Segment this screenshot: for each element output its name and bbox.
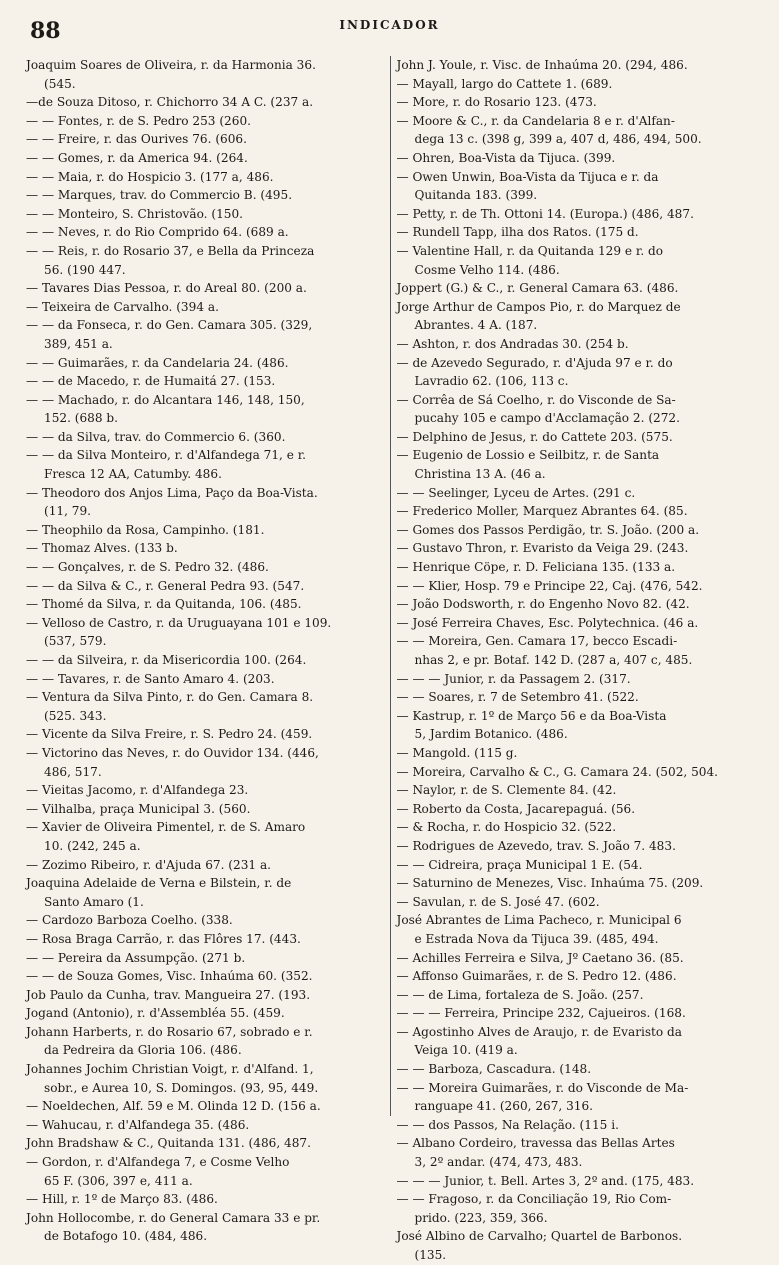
entry-line: 10. (242, 245 a. <box>44 838 141 853</box>
directory-entry <box>397 298 755 335</box>
entry-line: — Gordon, r. d'Alfandega 7, e Cosme Velho <box>26 1155 290 1170</box>
directory-entry <box>397 502 755 521</box>
directory-entry <box>397 949 755 968</box>
entry-line: — — Fontes, r. de S. Pedro 253 (260. <box>26 113 251 128</box>
directory-entry <box>397 1004 755 1023</box>
entry-line: — Owen Unwin, Boa-Vista da Tijuca e r. da <box>396 169 659 184</box>
entry-line: — — da Silveira, r. da Misericordia 100. (264. <box>26 653 307 667</box>
entry-line: (545. <box>44 76 76 91</box>
entry-line: — Delphino de Jesus, r. do Cattete 203. (575. <box>396 429 673 444</box>
entry-line: — de Azevedo Segurado, r. d'Ajuda 97 e r. do <box>396 355 673 370</box>
entry-line: — — Soares, r. 7 de Setembro 41. (522. <box>396 690 639 705</box>
directory-entry <box>397 391 755 428</box>
entry-line: — — Fragoso, r. da Conciliação 19, Rio Com- <box>396 1192 672 1207</box>
entry-line: Abrantes. 4 A. (187. <box>414 318 538 333</box>
entry-line: nhas 2, e pr. Botaf. 142 D. (287 a, 407 c, 485. <box>414 653 693 667</box>
entry-line: — João Dodsworth, r. do Engenho Novo 82. (42. <box>396 597 690 612</box>
entry-line: — — Monteiro, S. Christovão. (150. <box>26 206 243 221</box>
directory-entry <box>397 632 755 669</box>
entry-line: — Teixeira de Carvalho. (394 a. <box>26 299 219 314</box>
directory-entry <box>397 744 755 763</box>
entry-line: (525. 343. <box>44 708 107 723</box>
entry-line: Jorge Arthur de Campos Pio, r. do Marquez de <box>396 299 681 314</box>
entry-line: — Ventura da Silva Pinto, r. do Gen. Camara 8. <box>26 690 314 705</box>
entry-line: — — Reis, r. do Rosario 37, e Bella da Princeza <box>26 243 315 258</box>
entry-line: — — da Silva & C., r. General Pedra 93. (547. <box>26 578 305 593</box>
directory-entry <box>26 1134 384 1153</box>
entry-line: (135. <box>414 1248 447 1262</box>
directory-entry <box>397 837 755 856</box>
entry-line: José Albino de Carvalho; Quartel de Barbonos. <box>396 1229 683 1244</box>
directory-entry <box>397 707 755 744</box>
entry-line: — Saturnino de Menezes, Visc. Inhaúma 75. (209. <box>396 876 704 891</box>
entry-line: — Achilles Ferreira e Silva, Jº Caetano 36. (85. <box>396 950 684 965</box>
directory-entry <box>26 186 384 205</box>
page-header <box>22 18 757 48</box>
entry-line: — — dos Passos, Na Relação. (115 i. <box>396 1117 619 1132</box>
entry-line: — — da Silva Monteiro, r. d'Alfandega 71, e r. <box>26 448 307 463</box>
directory-entry <box>26 446 384 483</box>
directory-entry <box>397 911 755 948</box>
directory-entry <box>26 1153 384 1190</box>
entry-line: — — Cidreira, praça Municipal 1 E. (54. <box>396 857 643 872</box>
directory-entry <box>397 893 755 912</box>
entry-line: ranguape 41. (260, 267, 316. <box>414 1099 594 1114</box>
entry-line: (537, 579. <box>44 634 107 649</box>
directory-entry <box>26 986 384 1005</box>
entry-line: Cosme Velho 114. (486. <box>414 262 560 277</box>
entry-line: — Theodoro dos Anjos Lima, Paço da Boa-Vista. <box>26 485 318 500</box>
entry-line: — Noeldechen, Alf. 59 e M. Olinda 12 D. (156 a. <box>26 1099 321 1114</box>
entry-line: dega 13 c. (398 g, 399 a, 407 d, 486, 494, 500. <box>414 132 702 147</box>
entry-line: — — da Silva, trav. do Commercio 6. (360. <box>26 429 286 444</box>
entry-line: — Roberto da Costa, Jacarepaguá. (56. <box>396 801 636 816</box>
entry-line: — — Barboza, Cascadura. (148. <box>396 1062 592 1077</box>
entry-line: — — — Junior, r. da Passagem 2. (317. <box>396 671 631 686</box>
entry-line: John Bradshaw & C., Quitanda 131. (486, 487. <box>26 1136 311 1151</box>
entry-line: (11, 79. <box>44 504 92 519</box>
directory-entry <box>397 614 755 633</box>
entry-line: — Savulan, r. de S. José 47. (602. <box>396 894 600 909</box>
entry-line: Lavradio 62. (106, 113 c. <box>414 374 569 389</box>
directory-entry <box>26 168 384 187</box>
entry-line: —de Souza Ditoso, r. Chichorro 34 A C. (237 a. <box>26 95 314 110</box>
entry-line: Joaquim Soares de Oliveira, r. da Harmonia 36. <box>26 58 316 72</box>
directory-entry <box>397 1023 755 1060</box>
entry-line: de Botafogo 10. (484, 486. <box>44 1229 208 1244</box>
directory-entry <box>26 484 384 521</box>
entry-line: Job Paulo da Cunha, trav. Mangueira 27. (193. <box>26 987 311 1002</box>
entry-line: pucahy 105 e campo d'Acclamação 2. (272. <box>414 411 680 426</box>
directory-entry <box>397 1190 755 1227</box>
entry-line: — Victorino das Neves, r. do Ouvidor 134. (446, <box>26 745 319 760</box>
entry-line: — Corrêa de Sá Coelho, r. do Visconde de Sa- <box>396 392 676 407</box>
entry-line: — Hill, r. 1º de Março 83. (486. <box>26 1192 218 1207</box>
directory-entry <box>26 279 384 298</box>
directory-entry <box>26 1209 384 1246</box>
directory-entry <box>26 725 384 744</box>
directory-entry <box>397 577 755 596</box>
directory-entry <box>397 558 755 577</box>
directory-entry <box>397 967 755 986</box>
directory-entry <box>26 800 384 819</box>
entry-line: — Vicente da Silva Freire, r. S. Pedro 24. (459. <box>26 727 313 742</box>
page-number: 88 <box>30 18 61 44</box>
directory-entry <box>397 688 755 707</box>
directory-entry <box>26 428 384 447</box>
directory-entry <box>26 930 384 949</box>
directory-entry <box>26 1023 384 1060</box>
directory-entry <box>26 1116 384 1135</box>
directory-entry <box>397 242 755 279</box>
entry-line: — — de Souza Gomes, Visc. Inhaúma 60. (352. <box>26 969 313 984</box>
directory-entry <box>397 75 755 94</box>
entry-line: — Mayall, largo do Cattete 1. (689. <box>396 76 613 91</box>
running-head: INDICADOR <box>339 18 440 32</box>
directory-entry <box>26 614 384 651</box>
entry-line: — Rodrigues de Azevedo, trav. S. João 7. 483. <box>396 838 676 853</box>
directory-entry <box>397 112 755 149</box>
entry-line: Santo Amaro (1. <box>44 894 144 909</box>
directory-entry <box>397 205 755 224</box>
directory-entry <box>26 949 384 968</box>
entry-line: — Agostinho Alves de Araujo, r. de Evaristo da <box>396 1024 682 1039</box>
entry-line: Jogand (Antonio), r. d'Assembléa 55. (459. <box>26 1006 285 1021</box>
entry-line: — Kastrup, r. 1º de Março 56 e da Boa-Vista <box>396 708 667 723</box>
directory-entry <box>397 335 755 354</box>
directory-entry <box>26 781 384 800</box>
entry-line: — — Guimarães, r. da Candelaria 24. (486. <box>26 355 289 370</box>
directory-entry <box>26 967 384 986</box>
entry-line: 3, 2º andar. (474, 473, 483. <box>414 1155 583 1170</box>
directory-entry <box>26 558 384 577</box>
directory-entry <box>397 279 755 298</box>
entry-line: — — de Lima, fortaleza de S. João. (257. <box>396 987 644 1002</box>
entry-columns <box>26 56 754 1262</box>
directory-entry <box>26 112 384 131</box>
directory-entry <box>397 1172 755 1191</box>
entry-line: — Thomaz Alves. (133 b. <box>26 541 178 556</box>
directory-entry <box>397 1227 755 1264</box>
entry-line: — — Moreira, Gen. Camara 17, becco Escadi- <box>396 634 678 649</box>
entry-line: Johann Harberts, r. do Rosario 67, sobrado e r. <box>26 1024 313 1039</box>
entry-line: — Wahucau, r. d'Alfandega 35. (486. <box>26 1117 250 1132</box>
entry-line: — Eugenio de Lossio e Seilbitz, r. de Santa <box>396 448 660 463</box>
entry-line: — — da Fonseca, r. do Gen. Camara 305. (329, <box>26 318 313 333</box>
entry-line: — Vilhalba, praça Municipal 3. (560. <box>26 801 251 816</box>
directory-entry <box>397 354 755 391</box>
directory-entry <box>26 688 384 725</box>
directory-entry <box>397 986 755 1005</box>
entry-line: da Pedreira da Gloria 106. (486. <box>44 1043 242 1058</box>
entry-line: José Abrantes de Lima Pacheco, r. Municipal 6 <box>396 913 682 928</box>
directory-entry <box>397 1060 755 1079</box>
entry-line: — — Pereira da Assumpção. (271 b. <box>26 950 246 965</box>
entry-line: 486, 517. <box>44 764 102 779</box>
directory-entry <box>397 539 755 558</box>
entry-line: — Moore & C., r. da Candelaria 8 e r. d'Alfan- <box>396 113 675 128</box>
directory-entry <box>397 874 755 893</box>
entry-line: e Estrada Nova da Tijuca 39. (485, 494. <box>414 931 659 946</box>
directory-entry <box>397 800 755 819</box>
directory-entry <box>397 1079 755 1116</box>
directory-entry <box>26 56 384 93</box>
directory-entry <box>26 316 384 353</box>
entry-line: — Gomes dos Passos Perdigão, tr. S. João. (200 a. <box>396 522 700 537</box>
entry-line: — Vieitas Jacomo, r. d'Alfandega 23. <box>26 783 249 798</box>
entry-line: — — Neves, r. do Rio Comprido 64. (689 a. <box>26 225 289 240</box>
entry-line: 152. (688 b. <box>44 411 119 426</box>
entry-line: — — Gomes, r. da America 94. (264. <box>26 150 248 165</box>
entry-line: — Cardozo Barboza Coelho. (338. <box>26 913 233 928</box>
directory-entry <box>26 670 384 689</box>
entry-line: — Naylor, r. de S. Clemente 84. (42. <box>396 783 617 798</box>
entry-line: — — de Macedo, r. de Humaitá 27. (153. <box>26 374 276 389</box>
directory-entry <box>26 595 384 614</box>
directory-entry <box>26 205 384 224</box>
directory-entry <box>26 577 384 596</box>
directory-entry <box>397 1116 755 1135</box>
entry-line: — José Ferreira Chaves, Esc. Polytechnica. (46 a. <box>396 615 699 630</box>
entry-line: — — Seelinger, Lyceu de Artes. (291 c. <box>396 485 636 500</box>
directory-entry <box>397 521 755 540</box>
directory-entry <box>26 744 384 781</box>
entry-line: 389, 451 a. <box>44 336 113 351</box>
directory-entry <box>397 428 755 447</box>
entry-line: — Albano Cordeiro, travessa das Bellas Artes <box>396 1136 675 1151</box>
entry-line: Joaquina Adelaide de Verna e Bilstein, r. de <box>26 876 292 891</box>
entry-line: Fresca 12 AA, Catumby. 486. <box>44 467 222 482</box>
directory-entry <box>26 223 384 242</box>
directory-entry <box>26 1097 384 1116</box>
entry-line: — — Tavares, r. de Santo Amaro 4. (203. <box>26 671 275 686</box>
directory-entry <box>397 56 755 75</box>
entry-line: — Petty, r. de Th. Ottoni 14. (Europa.) (486, 487. <box>396 206 694 221</box>
directory-entry <box>397 223 755 242</box>
directory-entry <box>397 484 755 503</box>
directory-entry <box>26 521 384 540</box>
entry-line: Christina 13 A. (46 a. <box>414 467 546 482</box>
directory-entry <box>26 856 384 875</box>
entry-line: — Moreira, Carvalho & C., G. Camara 24. (502, 504. <box>396 764 719 779</box>
right-column <box>391 56 755 1262</box>
entry-line: — — Marques, trav. do Commercio B. (495. <box>26 188 293 203</box>
entry-line: — Ashton, r. dos Andradas 30. (254 b. <box>396 336 629 351</box>
entry-line: — — Freire, r. das Ourives 76. (606. <box>26 132 247 147</box>
left-column <box>26 56 391 1244</box>
directory-entry <box>397 168 755 205</box>
directory-entry <box>397 781 755 800</box>
entry-line: — & Rocha, r. do Hospicio 32. (522. <box>396 820 617 835</box>
entry-line: — Thomé da Silva, r. da Quitanda, 106. (485. <box>26 597 302 612</box>
entry-line: John J. Youle, r. Visc. de Inhaúma 20. (294, 486. <box>396 58 688 72</box>
directory-entry <box>26 130 384 149</box>
entry-line: Joppert (G.) & C., r. General Camara 63. (486. <box>396 281 679 296</box>
directory-entry <box>397 670 755 689</box>
entry-line: — Mangold. (115 g. <box>396 745 518 760</box>
entry-line: 65 F. (306, 397 e, 411 a. <box>44 1173 193 1188</box>
directory-entry <box>397 93 755 112</box>
entry-line: — Rosa Braga Carrão, r. das Flôres 17. (443. <box>26 931 301 946</box>
directory-entry <box>26 149 384 168</box>
entry-line: Veiga 10. (419 a. <box>414 1043 518 1058</box>
entry-line: John Hollocombe, r. do General Camara 33 e pr. <box>26 1210 321 1225</box>
entry-line: — — — Junior, t. Bell. Artes 3, 2º and. (175, 483. <box>396 1173 695 1188</box>
entry-line: — — Maia, r. do Hospicio 3. (177 a, 486. <box>26 169 274 184</box>
directory-entry <box>26 874 384 911</box>
entry-line: — — — Ferreira, Principe 232, Cajueiros. (168. <box>396 1006 686 1021</box>
entry-line: — Zozimo Ribeiro, r. d'Ajuda 67. (231 a. <box>26 857 271 872</box>
entry-line: — Theophilo da Rosa, Campinho. (181. <box>26 522 265 537</box>
directory-entry <box>26 818 384 855</box>
directory-entry <box>397 446 755 483</box>
entry-line: — — Gonçalves, r. de S. Pedro 32. (486. <box>26 560 269 575</box>
entry-line: — — Machado, r. do Alcantara 146, 148, 150, <box>26 392 305 407</box>
entry-line: — Frederico Moller, Marquez Abrantes 64. (85. <box>396 504 688 519</box>
directory-entry <box>397 856 755 875</box>
directory-entry <box>397 763 755 782</box>
directory-entry <box>397 595 755 614</box>
directory-entry <box>26 354 384 373</box>
directory-entry <box>26 539 384 558</box>
directory-entry <box>26 298 384 317</box>
entry-line: — — Klier, Hosp. 79 e Principe 22, Caj. (476, 542. <box>396 578 703 593</box>
entry-line: 56. (190 447. <box>44 262 126 277</box>
entry-line: — Henrique Cöpe, r. D. Feliciana 135. (133 a. <box>396 560 676 575</box>
directory-entry <box>397 1134 755 1171</box>
entry-line: — Xavier de Oliveira Pimentel, r. de S. Amaro <box>26 820 306 835</box>
directory-entry <box>26 1190 384 1209</box>
directory-entry <box>26 911 384 930</box>
entry-line: — Gustavo Thron, r. Evaristo da Veiga 29. (243. <box>396 541 689 556</box>
directory-entry <box>26 372 384 391</box>
entry-line: sobr., e Aurea 10, S. Domingos. (93, 95, 449. <box>44 1080 319 1095</box>
entry-line: — More, r. do Rosario 123. (473. <box>396 95 597 110</box>
entry-line: Johannes Jochim Christian Voigt, r. d'Alfand. 1, <box>26 1062 314 1077</box>
directory-entry <box>397 818 755 837</box>
entry-line: prido. (223, 359, 366. <box>414 1210 548 1225</box>
directory-entry <box>397 149 755 168</box>
entry-line: — Ohren, Boa-Vista da Tijuca. (399. <box>396 150 616 165</box>
directory-entry <box>26 391 384 428</box>
entry-line: — Tavares Dias Pessoa, r. do Areal 80. (200 a. <box>26 281 307 296</box>
directory-entry <box>26 242 384 279</box>
entry-line: Quitanda 183. (399. <box>414 188 538 203</box>
entry-line: — Velloso de Castro, r. da Uruguayana 101 e 109. <box>26 615 332 630</box>
directory-entry <box>26 1060 384 1097</box>
entry-line: — Valentine Hall, r. da Quitanda 129 e r. do <box>396 243 664 258</box>
entry-line: 5, Jardim Botanico. (486. <box>414 727 568 742</box>
directory-entry <box>26 1004 384 1023</box>
entry-line: — — Moreira Guimarães, r. do Visconde de Ma- <box>396 1080 689 1095</box>
entry-line: — Rundell Tapp, ilha dos Ratos. (175 d. <box>396 225 639 240</box>
directory-entry <box>26 93 384 112</box>
entry-line: — Affonso Guimarães, r. de S. Pedro 12. (486. <box>396 969 677 984</box>
directory-entry <box>26 651 384 670</box>
